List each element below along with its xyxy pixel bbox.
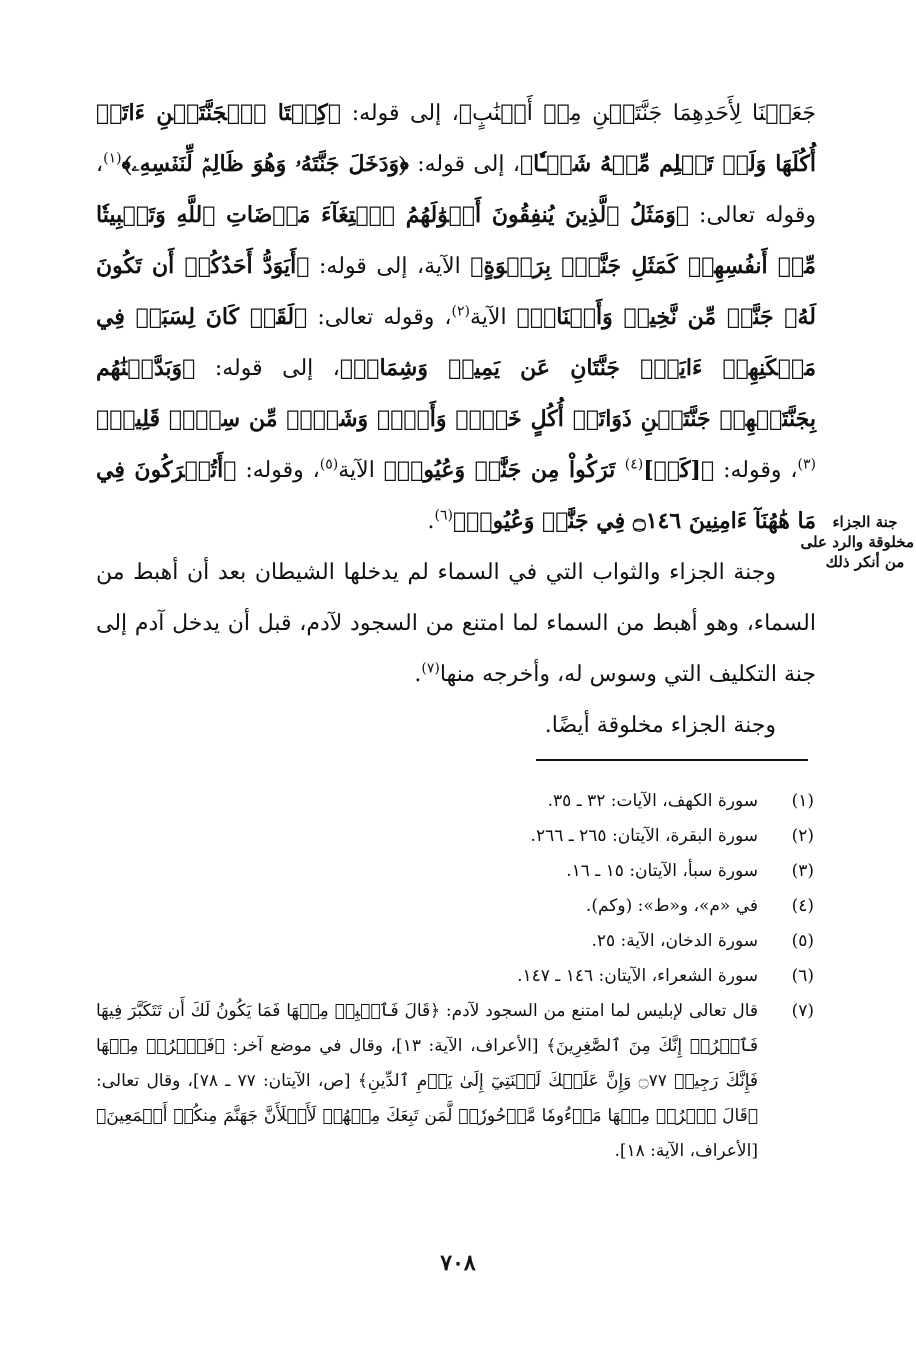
footnote-item: [96, 819, 814, 854]
footnote-divider: [536, 759, 808, 761]
quran-verse: ﴿[كَمۡ]: [643, 457, 715, 483]
margin-note: [800, 512, 914, 572]
quran-verse: تَرَكُواْ مِن جَنَّٰتٖ وَعُيُونٖ﴾: [383, 457, 625, 483]
margin-note-line: من أنكر ذلك: [825, 553, 905, 571]
footnote-item: [96, 924, 814, 959]
footnote-item: [96, 994, 814, 1169]
footnote-text: سورة الكهف، الآيات: ٣٢ ـ ٣٥.: [547, 791, 758, 811]
footnote-number: (١): [791, 791, 814, 811]
text-run: .: [427, 509, 435, 534]
footnote-number: (٢): [791, 826, 814, 846]
text-run: ، وقوله تعالى:: [307, 305, 452, 330]
footnote-number: (٣): [791, 861, 814, 881]
quran-verse: ﴿أَتُتۡرَكُونَ فِي مَا هَٰهُنَآ ءَامِنِينَ ۝١٤٦ فِي جَنَّٰتٖ وَعُيُونٖ﴾: [96, 457, 816, 534]
paragraph-paradise: [96, 547, 816, 700]
quran-verse: ﴿أَيَوَدُّ أَحَدُكُمۡ أَن تَكُونَ لَهُۥ جَنَّةٞ مِّن نَّخِيلٖ وَأَعۡنَابٖ﴾: [96, 253, 817, 330]
paragraph-closing: وجنة الجزاء مخلوقة أيضًا.: [544, 713, 776, 738]
footnote-item: [96, 854, 814, 889]
footnote-item: [96, 959, 814, 994]
footnote-text: سورة الشعراء، الآيتان: ١٤٦ ـ ١٤٧.: [517, 966, 758, 986]
text-run: ، إلى قوله:: [408, 152, 520, 177]
footnote-ref-3[interactable]: (٣): [797, 456, 816, 473]
text-run: وجنة الجزاء والثواب التي في السماء لم يدخلها الشيطان بعد أن أهبط من السماء، وهو أهبط من السماء لما امتنع من السجود لآدم، قبل أن يدخل آدم إلى جنة التكليف التي وسوس له، وأخرجه منها: [96, 560, 816, 687]
paragraph-verses: [96, 88, 816, 547]
quran-verse: ﴿وَبَدَّلۡنَٰهُم بِجَنَّتَيۡهِمۡ جَنَّتَيۡنِ ذَوَاتَيۡ أُكُلٍ خَمۡطٖ وَأَثۡلٖ وَشَيۡءٖ مِّن سِدۡرٖ قَلِيلٖ﴾: [96, 355, 816, 432]
quran-verse: ﴿وَمَثَلُ ٱلَّذِينَ يُنفِقُونَ أَمۡوَٰلَهُمُ ٱبۡتِغَآءَ مَرۡضَاتِ ٱللَّهِ وَتَثۡبِيتٗا مِّنۡ أَنفُسِهِمۡ كَمَثَلِ جَنَّةِۭ بِرَبۡوَةٍ﴾: [96, 202, 816, 279]
quran-verse: ﴿وَدَخَلَ جَنَّتَهُۥ وَهُوَ ظَالِمٞ لِّنَفۡسِهِۦ﴾: [121, 151, 409, 177]
footnote-text: في «م»، و«ط»: (وكم).: [585, 896, 758, 916]
footnote-text: قال تعالى لإبليس لما امتنع من السجود لآدم: ﴿قَالَ فَٱهۡبِطۡ مِنۡهَا فَمَا يَكُونُ لَكَ أَن تَتَكَبَّرَ فِيهَا فَٱخۡرُجۡ إِنَّكَ مِنَ ٱلصَّٰغِرِينَ﴾ [الأعراف، الآية: ١٣]، وقال في موضع آخر: ﴿فَٱخۡرُجۡ مِنۡهَا فَإِنَّكَ رَجِيمٞ ۝٧٧ وَإِنَّ عَلَيۡكَ لَعۡنَتِيٓ إِلَىٰ يَوۡمِ ٱلدِّينِ﴾ [ص، الآيتان: ٧٧ ـ ٧٨]، وقال تعالى: ﴿قَالَ ٱخۡرُجۡ مِنۡهَا مَذۡءُومٗا مَّدۡحُورٗاۖ لَّمَن تَبِعَكَ مِنۡهُمۡ لَأَمۡلَأَنَّ جَهَنَّمَ مِنكُمۡ أَجۡمَعِينَ﴾ [الأعراف، الآية: ١٨].: [96, 1001, 759, 1161]
text-run: ، إلى قوله:: [195, 356, 340, 381]
page-number: ٧٠٨: [440, 1250, 476, 1276]
footnote-ref-6[interactable]: (٦): [434, 507, 453, 524]
margin-note-line: مخلوقة والرد على: [800, 533, 914, 551]
footnote-ref-1[interactable]: (١): [103, 150, 122, 167]
text-run: ، وقوله تعالى:: [96, 152, 816, 228]
text-run: ، وقوله:: [236, 458, 320, 483]
text-run: ، وقوله:: [714, 458, 798, 483]
text-run: الآية: [470, 305, 517, 330]
text-run: .: [414, 662, 422, 687]
footnote-text: سورة الدخان، الآية: ٢٥.: [591, 931, 758, 951]
footnote-ref-2[interactable]: (٢): [451, 303, 470, 320]
text-run: الآية، إلى قوله:: [309, 254, 471, 279]
footnote-text: سورة سبأ، الآيتان: ١٥ ـ ١٦.: [566, 861, 758, 881]
quran-verse: ﴿كِلۡتَا ٱلۡجَنَّتَيۡنِ ءَاتَتۡ أُكُلَهَا وَلَمۡ تَظۡلِم مِّنۡهُ شَيۡـٔٗا﴾: [96, 100, 816, 177]
footnote-ref-7[interactable]: (٧): [421, 660, 440, 677]
quran-verse: ﴿لَقَدۡ كَانَ لِسَبَإٖ فِي مَسۡكَنِهِمۡ ءَايَةٞۖ جَنَّتَانِ عَن يَمِينٖ وَشِمَالٖ﴾: [96, 304, 816, 381]
footnote-number: (٤): [791, 896, 814, 916]
footnote-ref-4[interactable]: (٤): [624, 456, 644, 473]
margin-note-line: جنة الجزاء: [832, 513, 898, 531]
footnote-item: [96, 784, 814, 819]
footnote-number: (٧): [791, 1001, 814, 1021]
footnotes: [96, 784, 814, 1169]
main-text: [96, 88, 816, 751]
footnote-number: (٥): [791, 931, 814, 951]
text-run: جَعَلۡنَا لِأَحَدِهِمَا جَنَّتَيۡنِ مِنۡ أَعۡنَٰبٍ﴾، إلى قوله:: [341, 101, 816, 126]
text-run: الآية: [338, 458, 384, 483]
footnote-ref-5[interactable]: (٥): [319, 456, 339, 473]
footnote-number: (٦): [791, 966, 814, 986]
footnote-text: سورة البقرة، الآيتان: ٢٦٥ ـ ٢٦٦.: [530, 826, 758, 846]
footnote-item: [96, 889, 814, 924]
